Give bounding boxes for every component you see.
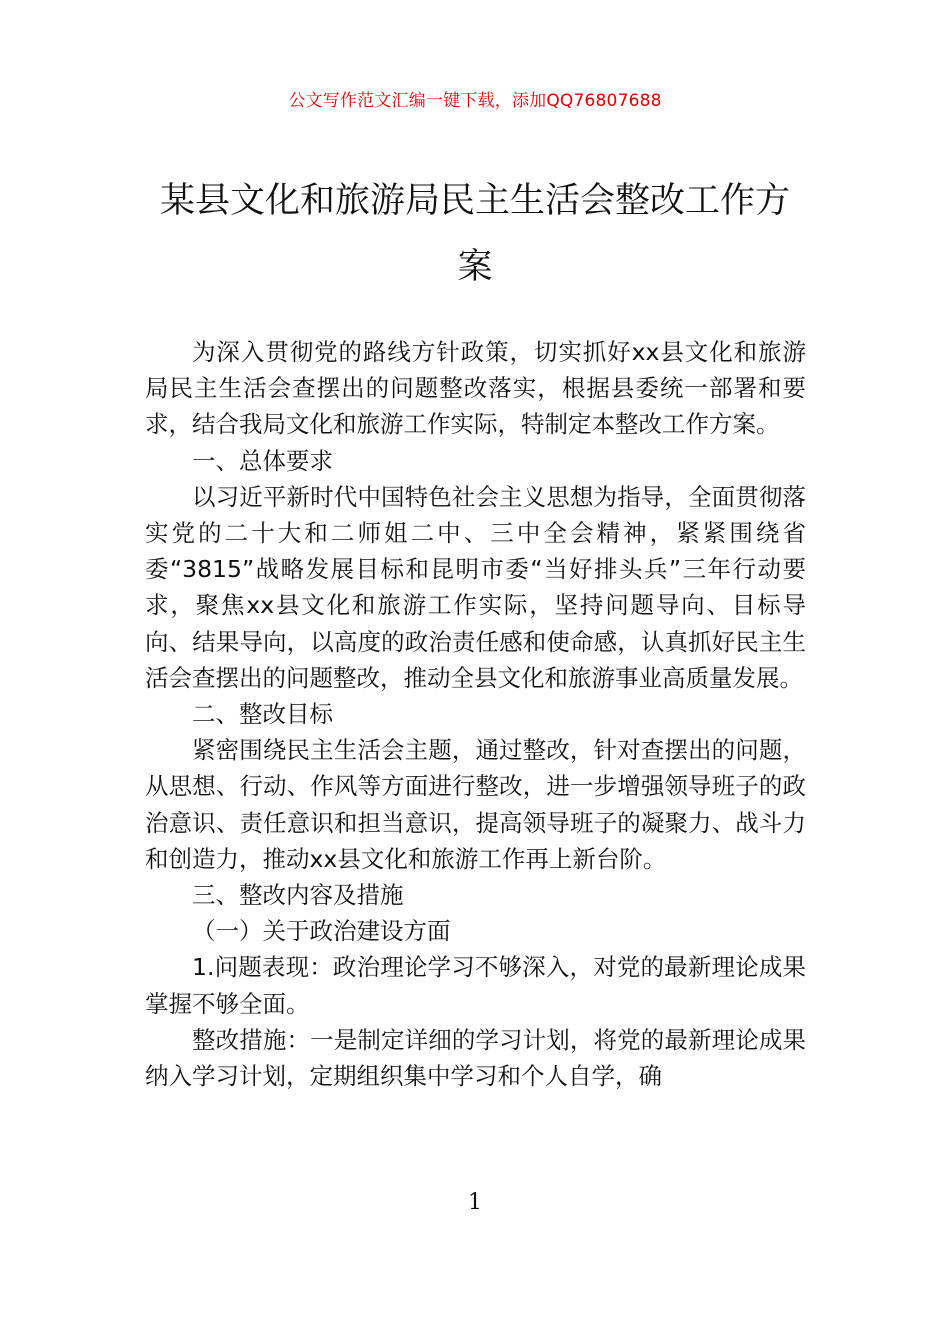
goals-paragraph: 紧密围绕民主生活会主题，通过整改，针对查摆出的问题，从思想、行动、作风等方面进行整改，进一步增强领导班子的政治意识、责任意识和担当意识，提高领导班子的凝聚力、战斗力和创造力，推动xx县文化和旅游工作再上新台阶。 — [145, 736, 806, 873]
section-heading-general-requirements: 一、总体要求 — [192, 446, 333, 475]
general-requirements-paragraph: 以习近平新时代中国特色社会主义思想为指导，全面贯彻落实党的二十大和二师姐二中、三中全会精神，紧紧围绕省委“3815”战略发展目标和昆明市委“当好排头兵”三年行动要求，聚焦xx县文化和旅游工作实际，坚持问题导向、目标导向、结果导向，以高度的政治责任感和使命感，认真抓好民主生活会查摆出的问题整改，推动全县文化和旅游事业高质量发展。 — [145, 482, 806, 692]
document-title: 某县文化和旅游局民主生活会整改工作方案 — [159, 181, 790, 287]
download-notice: 公文写作范文汇编一键下载，添加QQ76807688 — [288, 91, 662, 111]
problem-paragraph: 1.问题表现：政治理论学习不够深入，对党的最新理论成果掌握不够全面。 — [145, 953, 806, 1018]
measures-paragraph: 整改措施：一是制定详细的学习计划，将党的最新理论成果纳入学习计划，定期组织集中学习和个人自学，确 — [145, 1025, 806, 1091]
subsection-heading-political: （一）关于政治建设方面 — [192, 917, 451, 946]
section-heading-content-measures: 三、整改内容及措施 — [192, 881, 404, 910]
document-body — [145, 334, 806, 1094]
section-heading-goals: 二、整改目标 — [192, 700, 333, 729]
intro-paragraph: 为深入贯彻党的路线方针政策，切实抓好xx县文化和旅游局民主生活会查摆出的问题整改落实，根据县委统一部署和要求，结合我局文化和旅游工作实际，特制定本整改工作方案。 — [145, 338, 806, 439]
page-number: 1 — [468, 1190, 482, 1215]
